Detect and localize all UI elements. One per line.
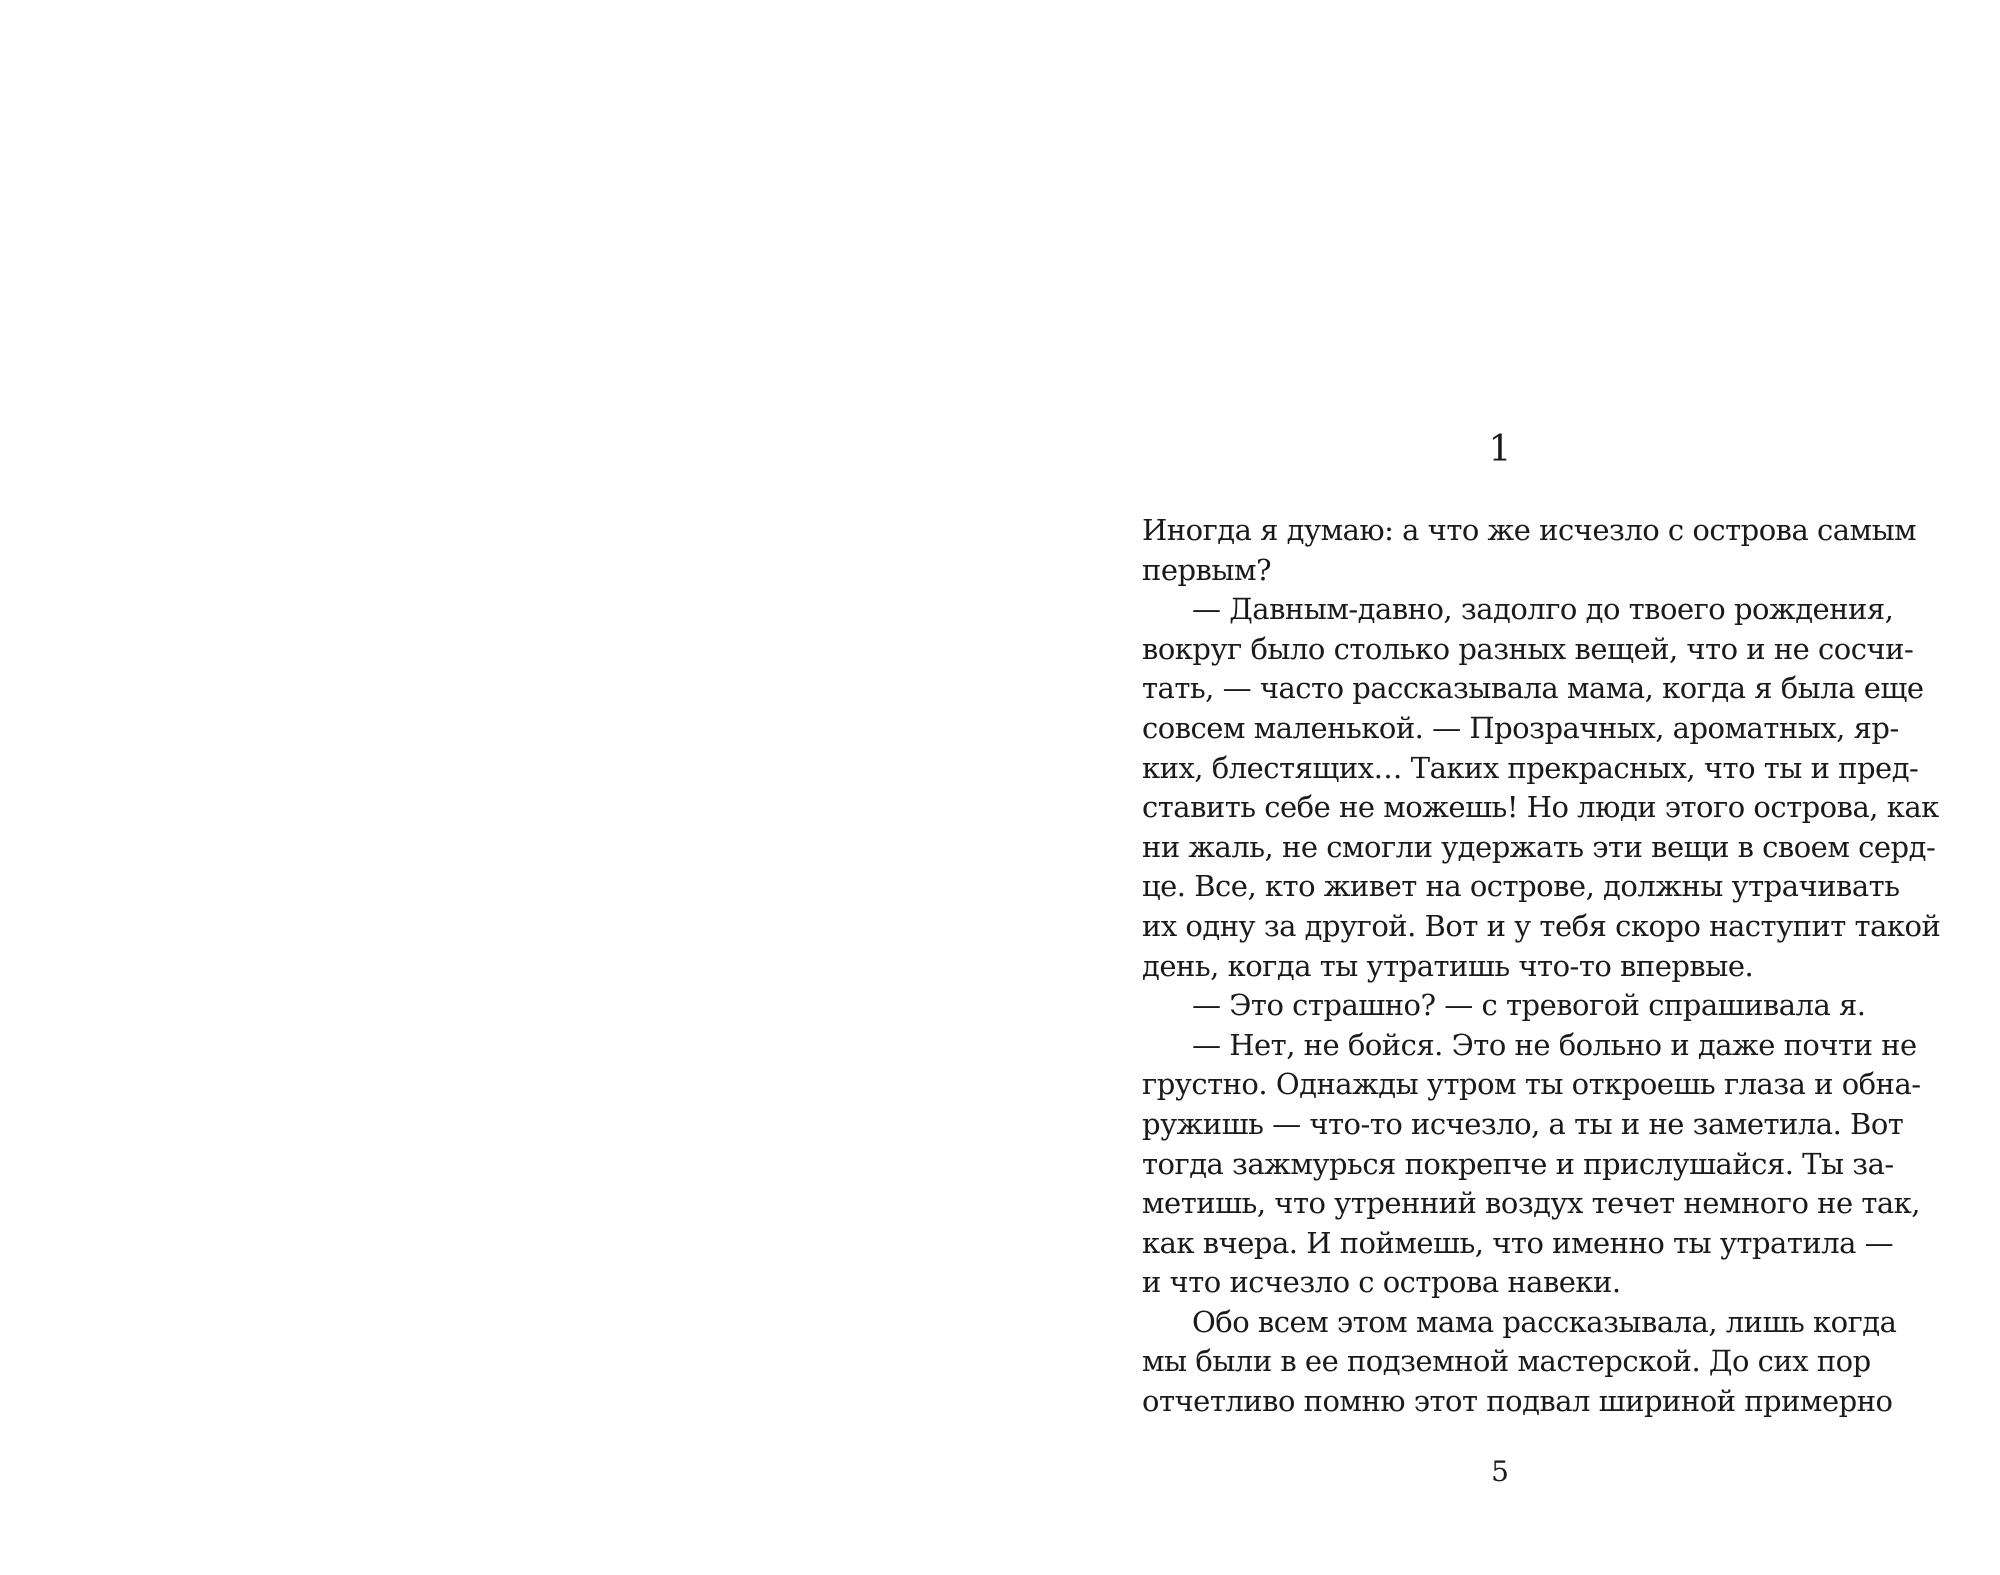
text-line: ких, блестящих… Таких прекрасных, что ты и пред- [1142, 750, 1919, 785]
page-number: 5 [1491, 1455, 1509, 1488]
text-line: тогда зажмурься покрепче и прислушайся. Ты за- [1142, 1146, 1894, 1181]
text-line: и что исчезло с острова навеки. [1142, 1265, 1621, 1300]
text-line: — Давным-давно, задолго до твоего рождения, [1192, 592, 1894, 627]
text-line: грустно. Однажды утром ты откроешь глаза и обна- [1142, 1067, 1921, 1102]
text-line: ружишь — что-то исчезло, а ты и не заметила. Вот [1142, 1106, 1904, 1141]
chapter-number: 1 [1488, 429, 1512, 470]
text-line: день, когда ты утратишь что-то впервые. [1142, 948, 1754, 983]
text-line: ставить себе не можешь! Но люди этого острова, как [1142, 790, 1939, 825]
body-text [1142, 511, 1941, 1422]
text-line: совсем маленькой. — Прозрачных, ароматных, яр- [1142, 710, 1899, 745]
text-line: первым? [1142, 552, 1272, 587]
text-line: це. Все, кто живет на острове, должны утрачивать [1142, 869, 1900, 904]
text-line: Обо всем этом мама рассказывала, лишь когда [1192, 1304, 1897, 1339]
text-line: — Нет, не бойся. Это не больно и даже почти не [1192, 1027, 1917, 1062]
text-line: тать, — часто рассказывала мама, когда я была еще [1142, 671, 1924, 706]
text-line: Иногда я думаю: а что же исчезло с острова самым [1142, 513, 1917, 547]
text-line: как вчера. И поймешь, что именно ты утратила — [1142, 1225, 1894, 1260]
text-line: вокруг было столько разных вещей, что и не сосчи- [1142, 631, 1914, 666]
text-line: мы были в ее подземной мастерской. До сих пор [1142, 1344, 1871, 1379]
text-line: — Это страшно? — с тревогой спрашивала я. [1192, 988, 1866, 1023]
text-line: ни жаль, не смогли удержать эти вещи в своем серд- [1142, 829, 1936, 864]
text-line: отчетливо помню этот подвал шириной примерно [1142, 1384, 1893, 1419]
text-line: их одну за другой. Вот и у тебя скоро наступит такой [1142, 908, 1941, 943]
text-line: метишь, что утренний воздух течет немного не так, [1142, 1186, 1921, 1221]
